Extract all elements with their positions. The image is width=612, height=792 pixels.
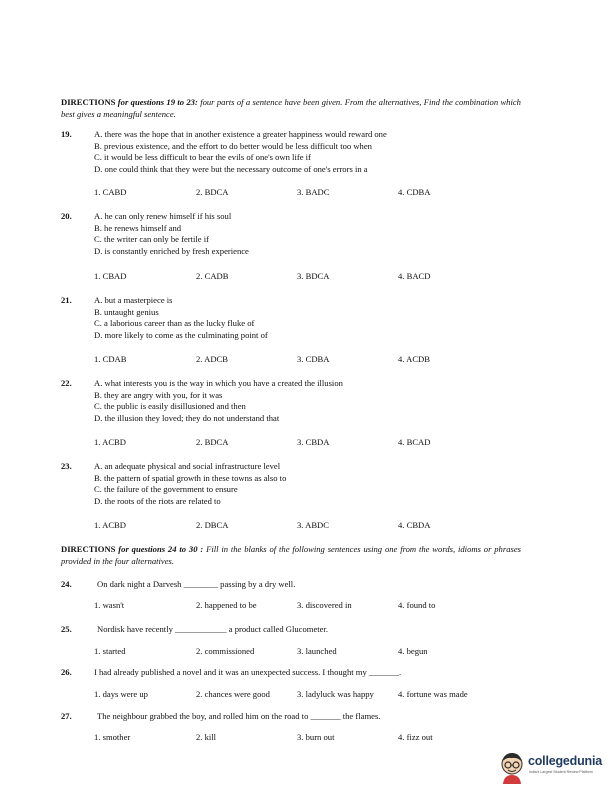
question-number: 21. (61, 295, 72, 305)
part-b: B. the pattern of spatial growth in these towns as also to (94, 472, 287, 483)
directions-heading: DIRECTIONS (61, 97, 116, 107)
option-4: 4. fizz out (398, 732, 433, 742)
option-1: 1. wasn't (94, 600, 125, 610)
question-stem: I had already published a novel and it was an unexpected success. I thought my _______. (94, 667, 402, 677)
option-4: 4. CDBA (398, 187, 431, 197)
part-c: C. it would be less difficult to bear the evils of one's own life if (94, 152, 311, 163)
option-4: 4. BACD (398, 271, 431, 281)
option-1: 1. CABD (94, 187, 127, 197)
part-c: C. the writer can only be fertile if (94, 234, 210, 245)
option-2: 2. kill (196, 732, 217, 742)
option-2: 2. DBCA (196, 520, 229, 530)
option-4: 4. found to (398, 600, 436, 610)
part-c: C. a laborious career than as the lucky fluke of (94, 318, 255, 329)
option-2: 2. BDCA (196, 187, 229, 197)
option-3: 3. discovered in (297, 600, 352, 610)
part-c: C. the public is easily disillusioned and then (94, 401, 246, 412)
option-3: 3. BADC (297, 187, 330, 197)
part-b: B. untaught genius (94, 306, 159, 317)
part-a: A. he can only renew himself if his soul (94, 211, 232, 221)
directions-text: Fill in the blanks of the following sentences using one from the words, idioms or phrases provided in the four alternatives. (61, 544, 521, 566)
directions-for-label: for questions 19 to 23: (115, 97, 198, 107)
question-number: 19. (61, 129, 72, 139)
part-a: A. an adequate physical and social infrastructure level (94, 461, 281, 471)
part-b: B. he renews himself and (94, 222, 182, 233)
question-stem: On dark night a Darvesh ________ passing by a dry well. (97, 579, 296, 589)
option-1: 1. ACBD (94, 520, 126, 530)
option-4: 4. CBDA (398, 520, 431, 530)
logo-tagline: India's Largest Student Review Platform (529, 770, 593, 774)
option-3: 3. CDBA (297, 354, 330, 364)
part-c: C. the failure of the government to ensure (94, 484, 238, 495)
part-d: D. more likely to come as the culminating point of (94, 329, 268, 340)
collegedunia-logo (498, 748, 608, 788)
directions-heading: DIRECTIONS (61, 544, 116, 554)
directions-24-30 (61, 544, 521, 567)
option-2: 2. ADCB (196, 354, 228, 364)
option-1: 1. CBAD (94, 271, 127, 281)
part-a: A. there was the hope that in another existence a greater happiness would reward one (94, 129, 387, 139)
option-3: 3. burn out (297, 732, 335, 742)
option-1: 1. days were up (94, 689, 148, 699)
option-2: 2. BDCA (196, 437, 229, 447)
logo-name: collegedunia (528, 754, 603, 768)
directions-19-23 (61, 97, 521, 120)
part-a: A. but a masterpiece is (94, 295, 173, 305)
question-number: 27. (61, 711, 72, 721)
option-2: 2. CADB (196, 271, 229, 281)
option-1: 1. started (94, 646, 126, 656)
part-d: D. the illusion they loved; they do not understand that (94, 412, 280, 423)
question-number: 22. (61, 378, 72, 388)
option-1: 1. CDAB (94, 354, 127, 364)
directions-text: four parts of a sentence have been given. From the alternatives, Find the combination which best gives a meaningful sentence. (61, 97, 521, 119)
mascot-icon (498, 751, 526, 785)
question-number: 23. (61, 461, 72, 471)
option-3: 3. BDCA (297, 271, 330, 281)
option-3: 3. ABDC (297, 520, 329, 530)
part-d: D. is constantly enriched by fresh experience (94, 245, 249, 256)
option-1: 1. ACBD (94, 437, 126, 447)
directions-for-label: for questions 24 to 30 : (115, 544, 204, 554)
question-number: 20. (61, 211, 72, 221)
option-4: 4. begun (398, 646, 428, 656)
part-d: D. one could think that they were but the necessary outcome of one's errors in a (94, 163, 368, 174)
question-number: 24. (61, 579, 72, 589)
question-stem: The neighbour grabbed the boy, and rolled him on the road to _______ the flames. (97, 711, 381, 721)
option-3: 3. launched (297, 646, 337, 656)
option-1: 1. smother (94, 732, 131, 742)
question-stem: Nordisk have recently ____________ a product called Glucometer. (97, 624, 329, 634)
option-4: 4. BCAD (398, 437, 431, 447)
option-2: 2. commissioned (196, 646, 255, 656)
part-d: D. the roots of the riots are related to (94, 495, 221, 506)
part-b: B. they are angry with you, for it was (94, 389, 223, 400)
question-number: 25. (61, 624, 72, 634)
option-2: 2. chances were good (196, 689, 270, 699)
option-2: 2. happened to be (196, 600, 257, 610)
option-4: 4. fortune was made (398, 689, 468, 699)
option-3: 3. CBDA (297, 437, 330, 447)
part-b: B. previous existence, and the effort to do better would be less difficult too when (94, 140, 372, 151)
part-a: A. what interests you is the way in which you have a created the illusion (94, 378, 343, 388)
question-number: 26. (61, 667, 72, 677)
option-3: 3. ladyluck was happy (297, 689, 374, 699)
option-4: 4. ACDB (398, 354, 430, 364)
